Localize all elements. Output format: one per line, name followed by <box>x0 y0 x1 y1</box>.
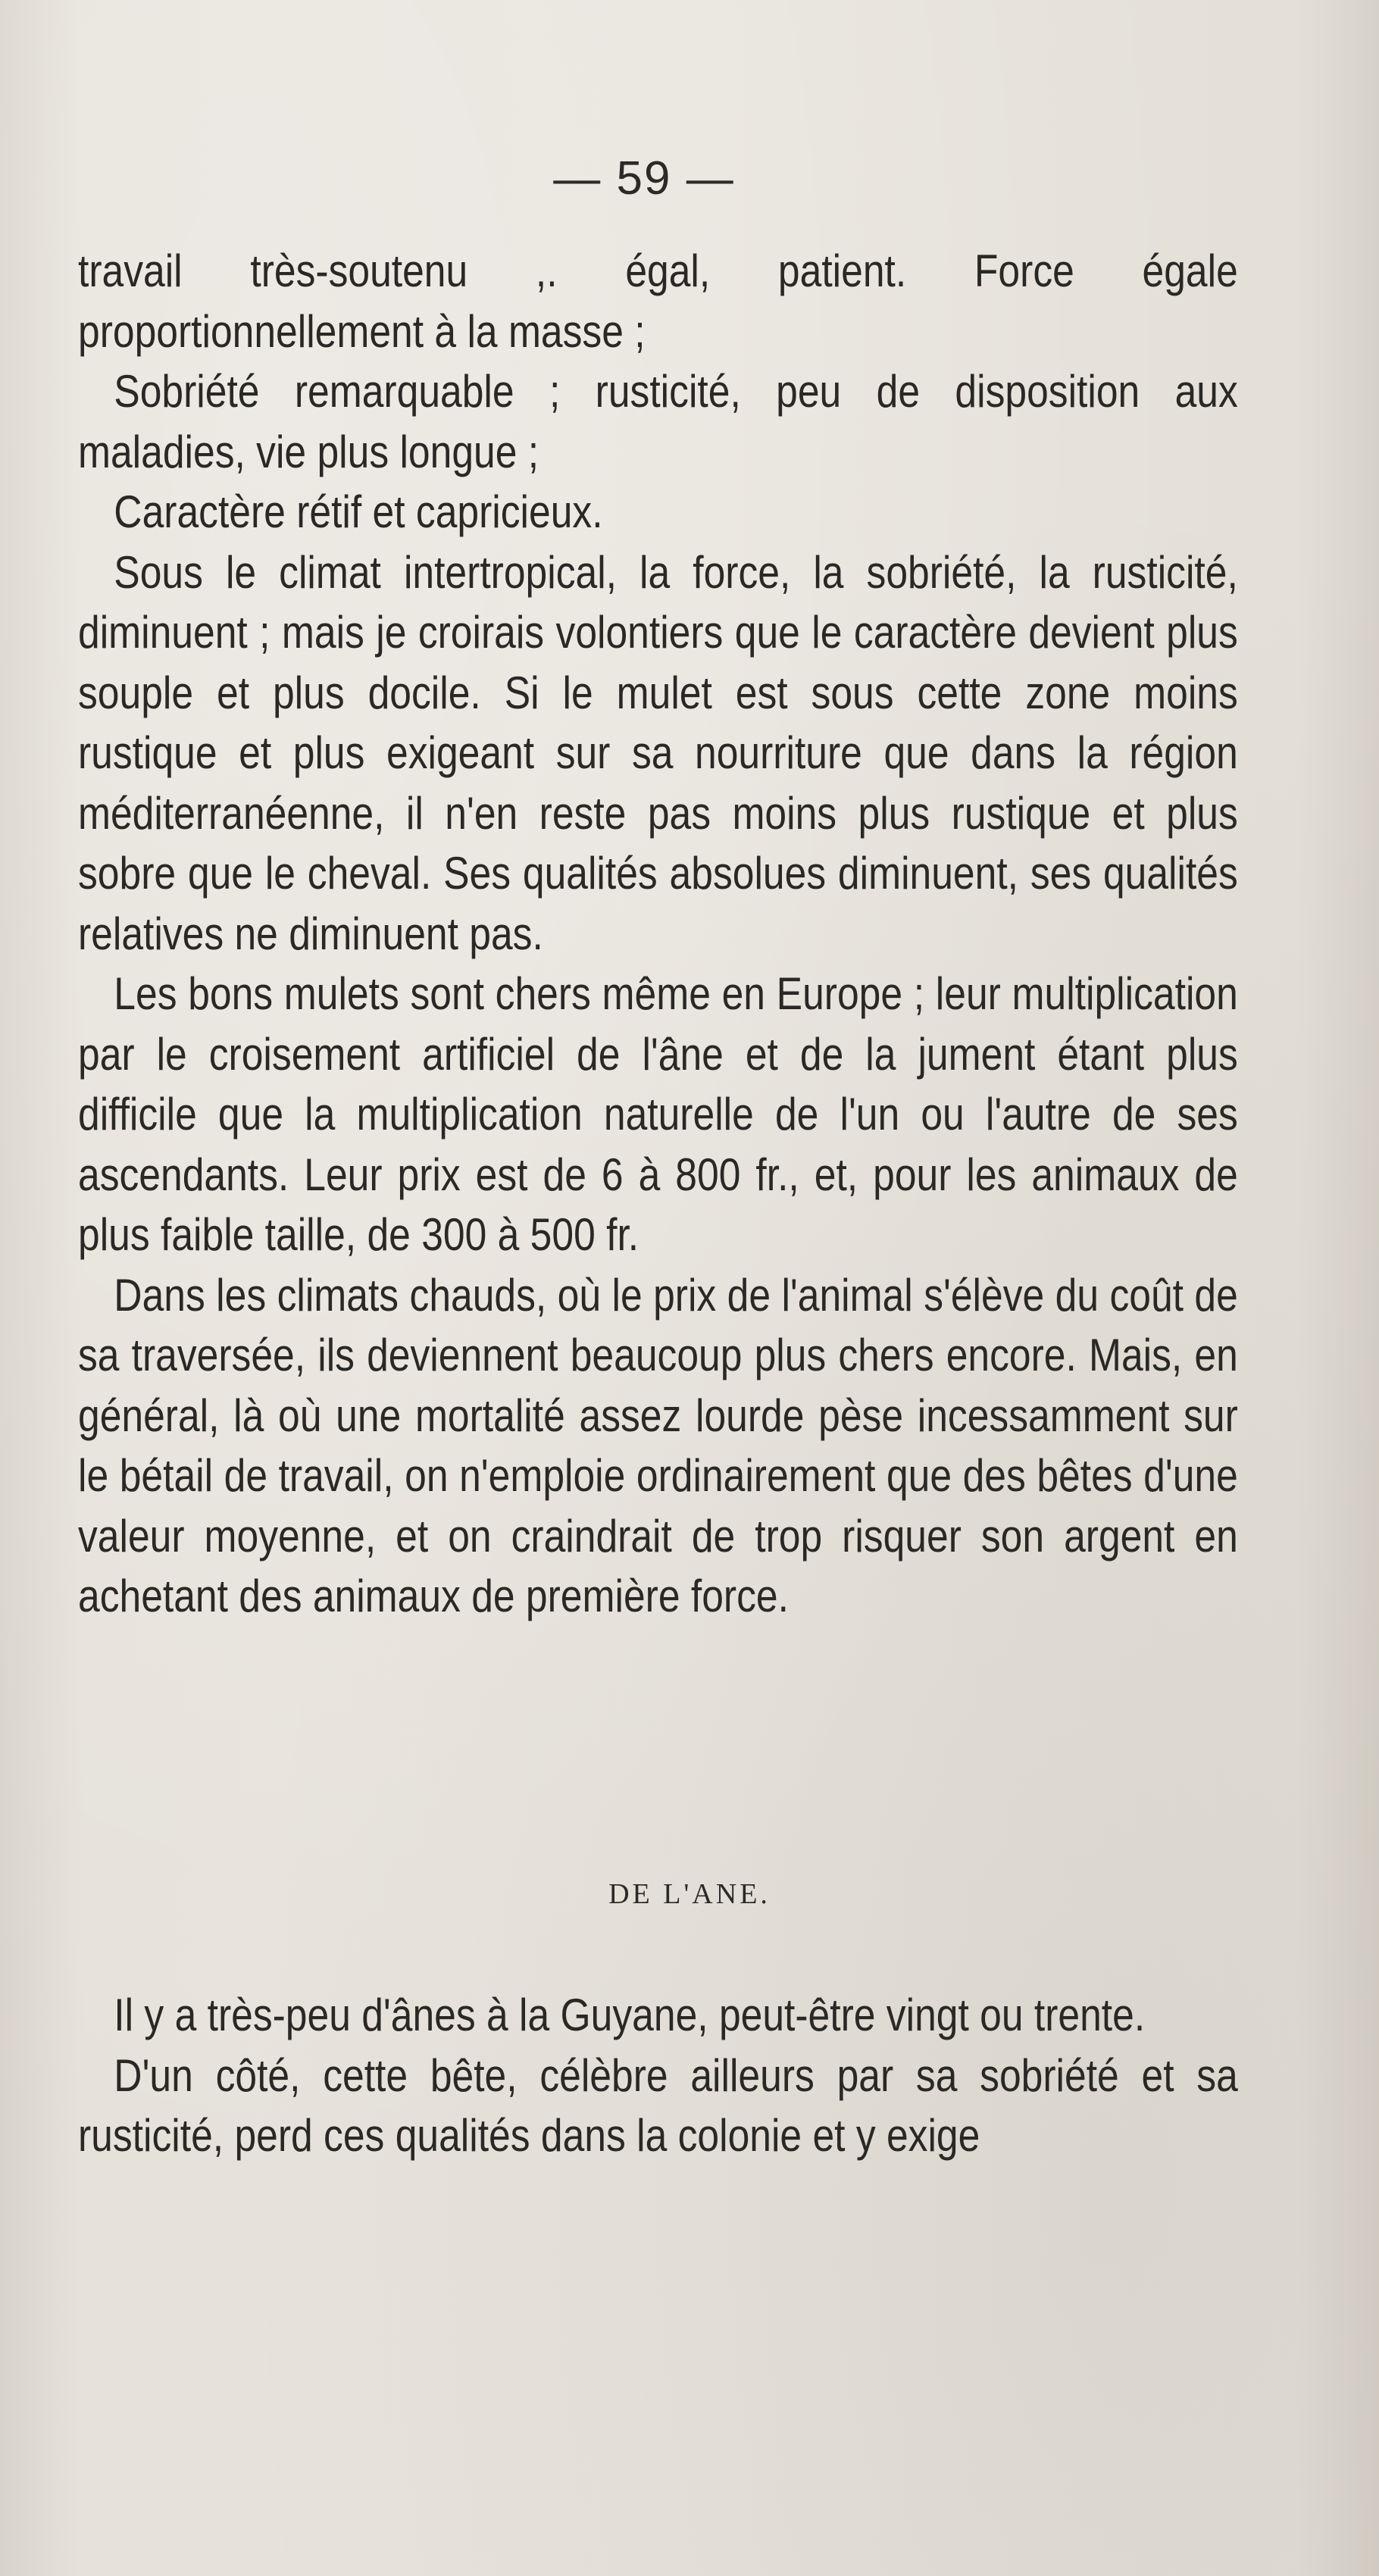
body-text <box>78 241 1238 1627</box>
paragraph-1: travail très-soutenu ,. égal, patient. Force égale proportionnellement à la masse ; <box>78 245 1238 357</box>
paragraph-4: Sous le climat intertropical, la force, la sobriété, la rusticité, diminuent ; mais je croirais volontiers que le caractère devient plus souple et plus docile. Si le mulet est sous cette zone moins rustique et plus exigeant sur sa nourriture que dans la région méditerranéenne, il n'en reste pas moins plus rustique et plus sobre que le cheval. Ses qualités absolues diminuent, ses qualités relatives ne diminuent pas. <box>78 546 1238 959</box>
section-paragraph-2: D'un côté, cette bête, célèbre ailleurs par sa sobriété et sa rusticité, perd ces qualités dans la colonie et y exige <box>78 2049 1238 2161</box>
paragraph-6: Dans les climats chauds, où le prix de l'animal s'élève du coût de sa traversée, ils deviennent beaucoup plus chers encore. Mais, en général, là où une mortalité assez lourde pèse incessamment sur le bétail de travail, on n'emploie ordinairement que des bêtes d'une valeur moyenne, et on craindrait de trop risquer son argent en achetant des animaux de première force. <box>78 1269 1238 1621</box>
paragraph-2: Sobriété remarquable ; rusticité, peu de disposition aux maladies, vie plus longue ; <box>78 366 1238 477</box>
section-heading: DE L'ANE. <box>608 1878 771 1910</box>
section-paragraph-1: Il y a très-peu d'ânes à la Guyane, peut-être vingt ou trente. <box>114 1990 1146 2040</box>
page-number: — 59 — <box>553 152 735 205</box>
paragraph-5: Les bons mulets sont chers même en Europe ; leur multiplication par le croisement artificiel de l'âne et de la jument étant plus difficile que la multiplication naturelle de l'un ou l'autre de ses ascendants. Leur prix est de 6 à 800 fr., et, pour les animaux de plus faible taille, de 300 à 500 fr. <box>78 968 1238 1260</box>
paragraph-3: Caractère rétif et capricieux. <box>114 486 603 537</box>
section-text <box>78 1985 1238 2166</box>
